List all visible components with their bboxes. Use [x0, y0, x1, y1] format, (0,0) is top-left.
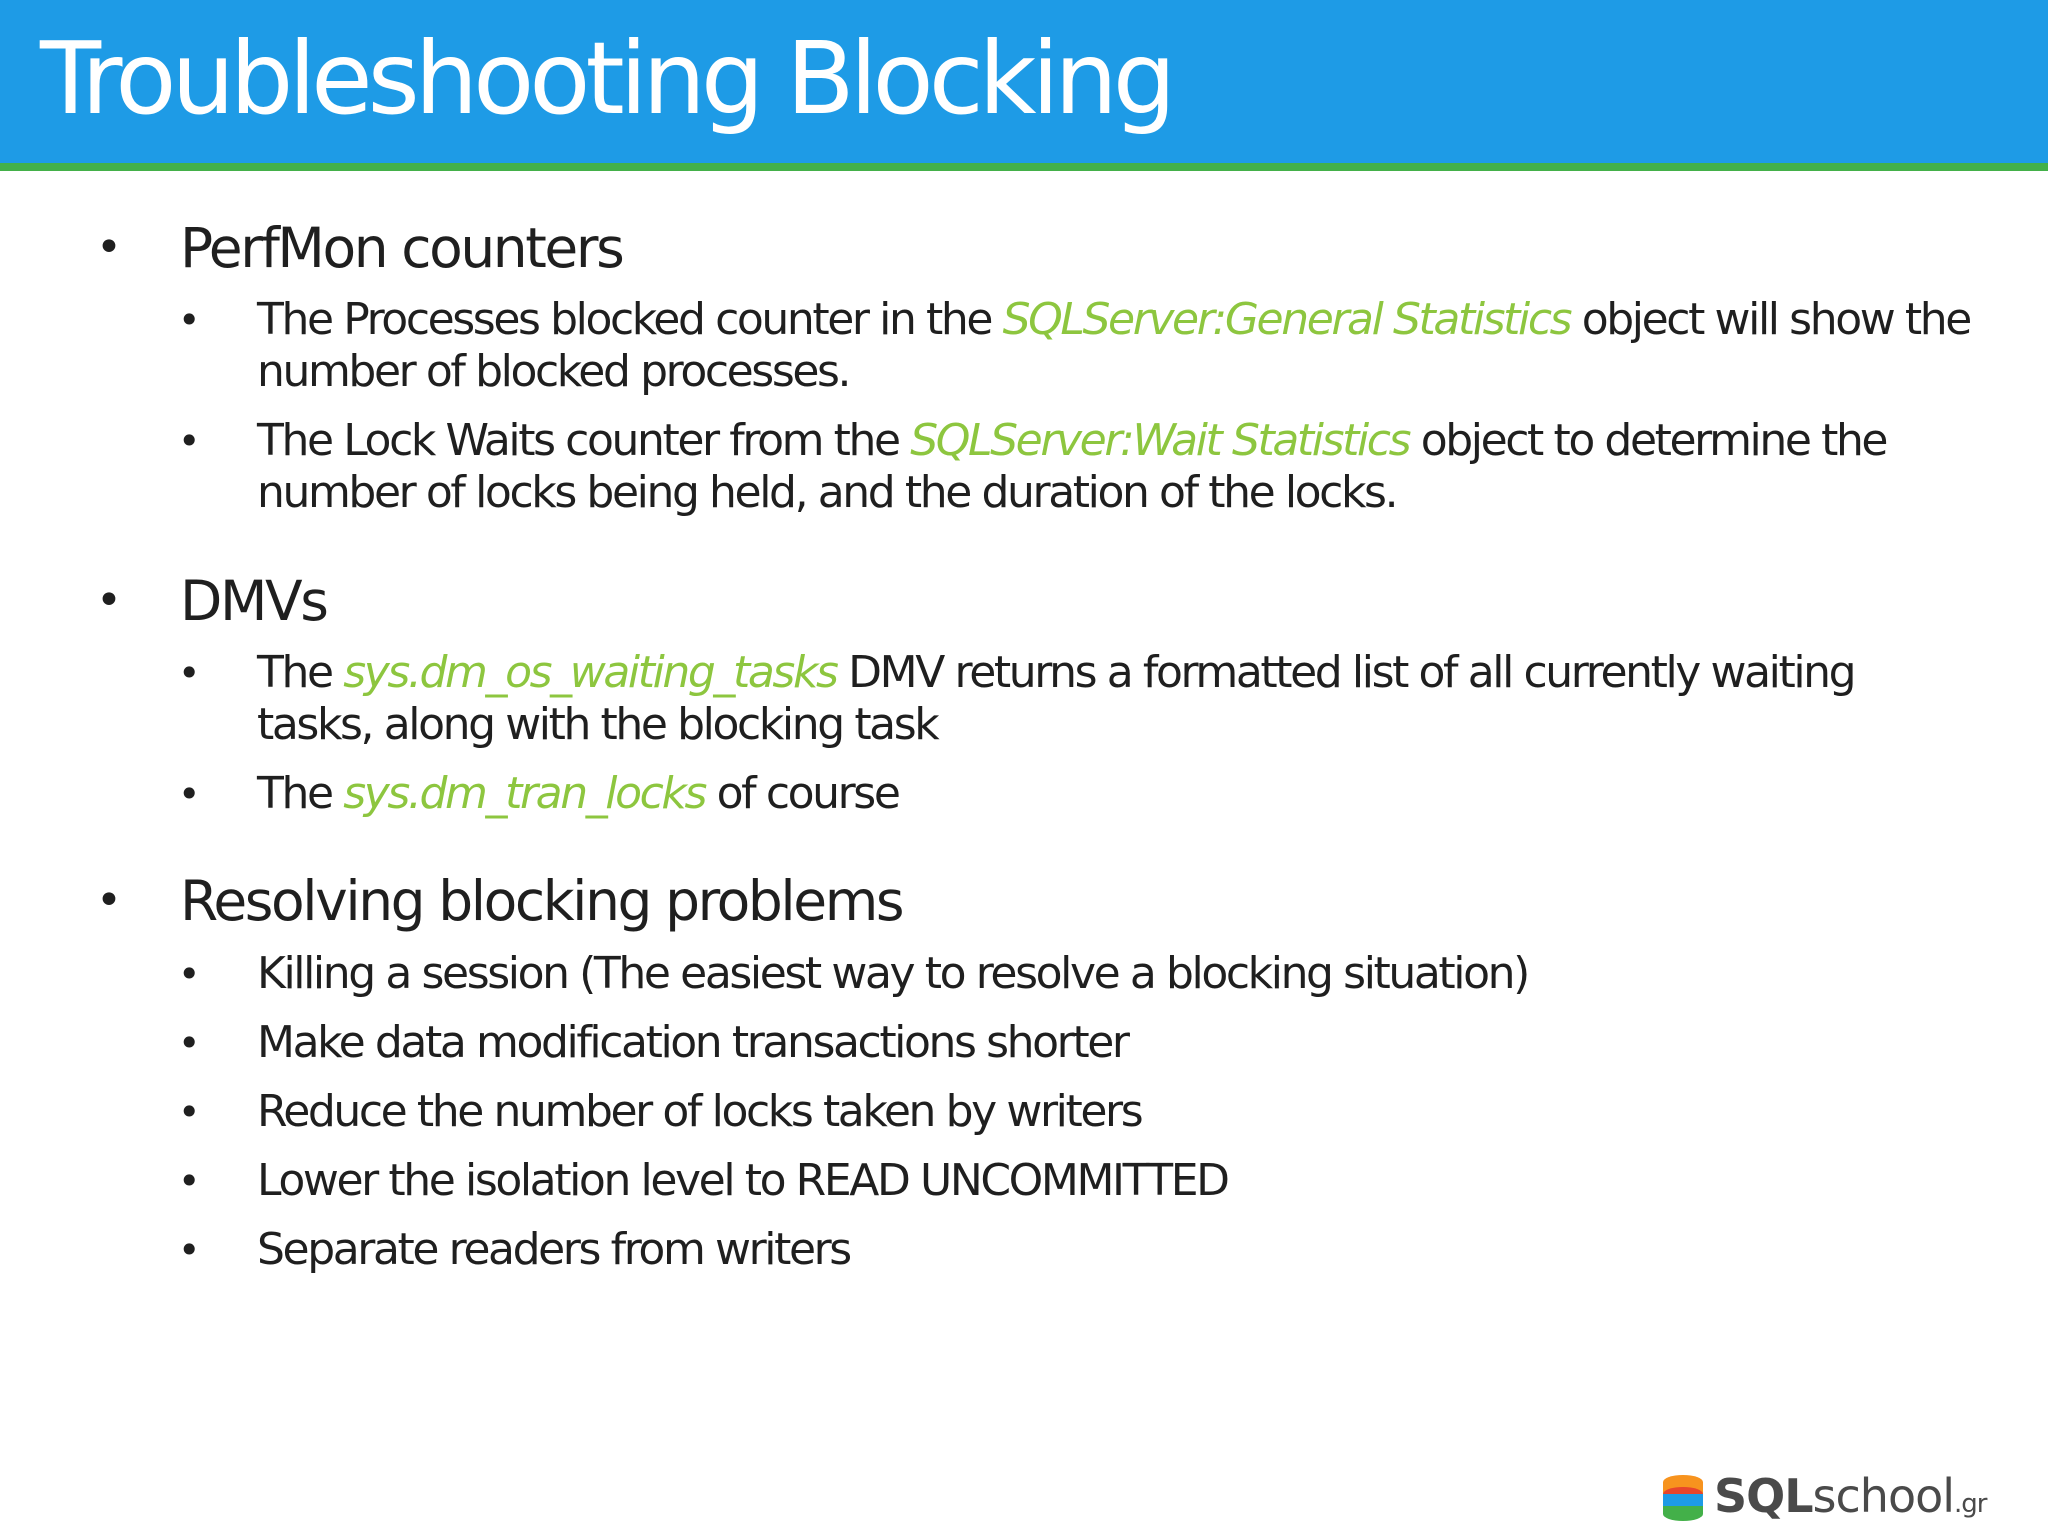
bullet-dot-icon: •: [178, 1090, 201, 1134]
sub-bullet-text: Lower the isolation level to READ UNCOMMITTED: [257, 1155, 1228, 1206]
bullet-dot-icon: •: [178, 952, 201, 996]
bullet-dot-icon: •: [96, 575, 122, 626]
highlight-dmv-name: sys.dm_tran_locks: [343, 768, 706, 819]
bullet-resolving-blocking: [0, 866, 2048, 936]
section-heading: DMVs: [180, 569, 327, 633]
title-bar: [0, 0, 2048, 171]
sqlschool-logo: [1660, 1466, 2030, 1526]
sub-bullet-text: The sys.dm_os_waiting_tasks DMV returns a formatted list of all currently waiting tasks, along with the blocking task: [257, 647, 1855, 750]
bullet-dot-icon: •: [178, 419, 201, 463]
bullet-dot-icon: •: [96, 875, 122, 926]
bullet-dot-icon: •: [178, 1159, 201, 1203]
bullet-dot-icon: •: [178, 1021, 201, 1065]
bullet-dot-icon: •: [178, 772, 201, 816]
section-heading: Resolving blocking problems: [180, 869, 903, 933]
highlight-object-name: SQLServer:Wait Statistics: [910, 415, 1410, 466]
slide-title: Troubleshooting Blocking: [40, 20, 1172, 137]
bullet-dot-icon: •: [96, 222, 122, 273]
section-heading: PerfMon counters: [180, 216, 623, 280]
sub-bullet-text: Separate readers from writers: [257, 1224, 850, 1275]
sub-bullet-text: The Processes blocked counter in the SQLServer:General Statistics object will show the number of blocked processes.: [257, 294, 1970, 397]
bullet-dmvs: [0, 566, 2048, 636]
highlight-dmv-name: sys.dm_os_waiting_tasks: [343, 647, 837, 698]
sub-bullet-text: Killing a session (The easiest way to resolve a blocking situation): [257, 948, 1528, 999]
sub-bullet-text: Reduce the number of locks taken by writers: [257, 1086, 1142, 1137]
bullet-dot-icon: •: [178, 298, 201, 342]
logo-wordmark: SQLschool.gr: [1714, 1469, 1987, 1523]
database-stack-icon: [1660, 1472, 1706, 1522]
sub-bullet-text: The sys.dm_tran_locks of course: [257, 768, 899, 819]
bullet-dot-icon: •: [178, 651, 201, 695]
bullet-perfmon-counters: [0, 213, 2048, 283]
sub-bullet-text: Make data modification transactions shorter: [257, 1017, 1128, 1068]
sub-bullet-text: The Lock Waits counter from the SQLServer:Wait Statistics object to determine the number of locks being held, and the duration of the locks.: [257, 415, 1887, 518]
highlight-object-name: SQLServer:General Statistics: [1002, 294, 1571, 345]
bullet-dot-icon: •: [178, 1228, 201, 1272]
